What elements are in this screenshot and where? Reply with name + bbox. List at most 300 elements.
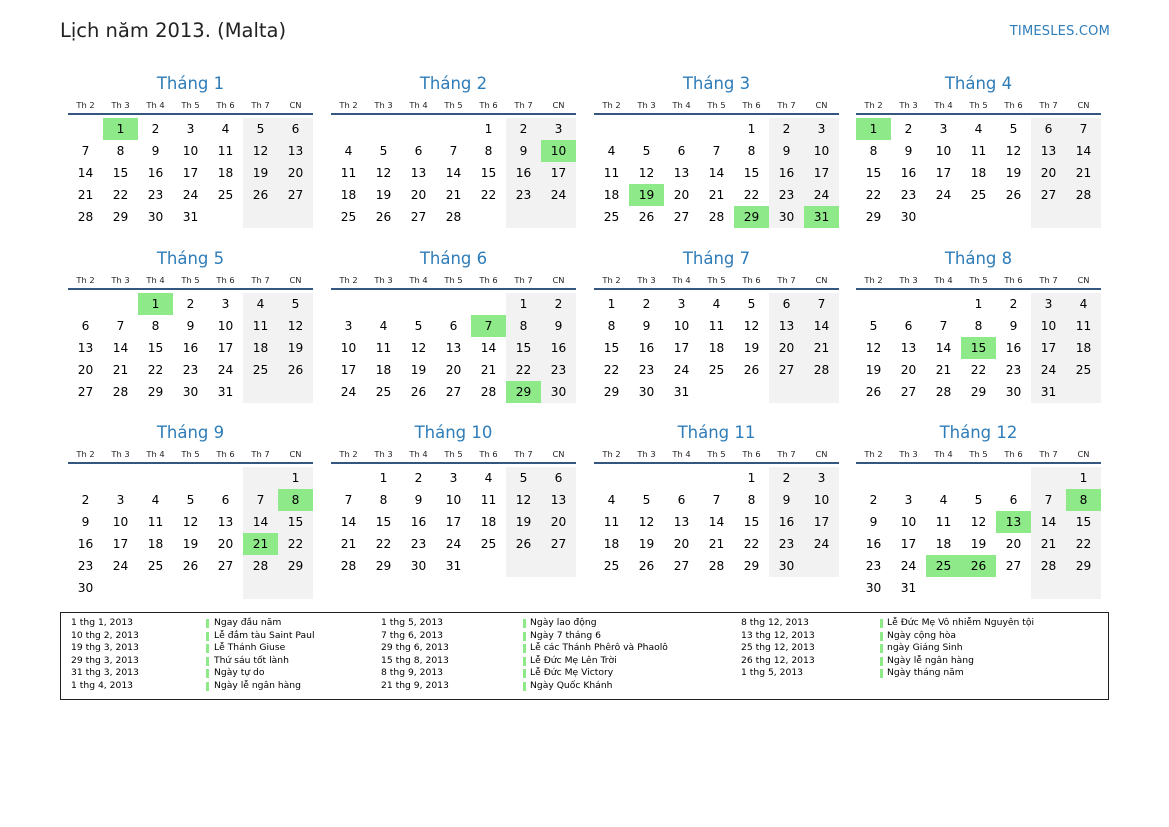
holiday-day-cell[interactable]: 8 [278, 489, 313, 511]
day-cell[interactable]: 23 [77, 559, 94, 573]
day-cell[interactable]: 13 [673, 515, 690, 529]
day-cell[interactable]: 28 [935, 385, 952, 399]
day-cell[interactable]: 31 [217, 385, 234, 399]
day-cell[interactable]: 21 [813, 341, 830, 355]
day-cell[interactable]: 10 [900, 515, 917, 529]
day-cell[interactable]: 20 [900, 363, 917, 377]
day-cell[interactable]: 9 [186, 319, 195, 333]
day-cell[interactable]: 19 [865, 363, 882, 377]
day-cell[interactable]: 31 [900, 581, 917, 595]
day-cell[interactable]: 3 [904, 493, 913, 507]
day-cell[interactable]: 23 [1005, 363, 1022, 377]
day-cell[interactable]: 29 [970, 385, 987, 399]
day-cell[interactable]: 26 [638, 559, 655, 573]
day-cell[interactable]: 1 [607, 297, 616, 311]
day-cell[interactable]: 29 [112, 210, 129, 224]
day-cell[interactable]: 23 [778, 188, 795, 202]
day-cell[interactable]: 19 [638, 537, 655, 551]
day-cell[interactable]: 29 [1075, 559, 1092, 573]
day-cell[interactable]: 20 [1040, 166, 1057, 180]
day-cell[interactable]: 15 [147, 341, 164, 355]
day-cell[interactable]: 24 [900, 559, 917, 573]
day-cell[interactable]: 18 [708, 341, 725, 355]
day-cell[interactable]: 2 [151, 122, 160, 136]
day-cell[interactable]: 9 [151, 144, 160, 158]
day-cell[interactable]: 8 [484, 144, 493, 158]
day-cell[interactable]: 9 [519, 144, 528, 158]
holiday-day-cell[interactable]: 25 [926, 555, 961, 577]
day-cell[interactable]: 22 [112, 188, 129, 202]
day-cell[interactable]: 27 [1005, 559, 1022, 573]
day-cell[interactable]: 14 [445, 166, 462, 180]
day-cell[interactable]: 6 [1009, 493, 1018, 507]
day-cell[interactable]: 24 [182, 188, 199, 202]
day-cell[interactable]: 2 [519, 122, 528, 136]
day-cell[interactable]: 12 [410, 341, 427, 355]
holiday-day-cell[interactable]: 29 [506, 381, 541, 403]
day-cell[interactable]: 21 [112, 363, 129, 377]
day-cell[interactable]: 29 [147, 385, 164, 399]
day-cell[interactable]: 3 [1044, 297, 1053, 311]
holiday-day-cell[interactable]: 1 [103, 118, 138, 140]
day-cell[interactable]: 7 [1079, 122, 1088, 136]
day-cell[interactable]: 3 [677, 297, 686, 311]
day-cell[interactable]: 6 [677, 493, 686, 507]
day-cell[interactable]: 19 [182, 537, 199, 551]
day-cell[interactable]: 20 [673, 188, 690, 202]
day-cell[interactable]: 9 [414, 493, 423, 507]
day-cell[interactable]: 23 [900, 188, 917, 202]
day-cell[interactable]: 30 [550, 385, 567, 399]
day-cell[interactable]: 30 [182, 385, 199, 399]
day-cell[interactable]: 1 [747, 471, 756, 485]
day-cell[interactable]: 30 [410, 559, 427, 573]
day-cell[interactable]: 9 [869, 515, 878, 529]
day-cell[interactable]: 12 [375, 166, 392, 180]
day-cell[interactable]: 25 [708, 363, 725, 377]
day-cell[interactable]: 27 [673, 559, 690, 573]
day-cell[interactable]: 22 [287, 537, 304, 551]
day-cell[interactable]: 2 [554, 297, 563, 311]
day-cell[interactable]: 14 [708, 166, 725, 180]
day-cell[interactable]: 5 [747, 297, 756, 311]
day-cell[interactable]: 25 [217, 188, 234, 202]
day-cell[interactable]: 22 [375, 537, 392, 551]
day-cell[interactable]: 14 [480, 341, 497, 355]
day-cell[interactable]: 24 [935, 188, 952, 202]
day-cell[interactable]: 26 [743, 363, 760, 377]
day-cell[interactable]: 26 [252, 188, 269, 202]
day-cell[interactable]: 16 [638, 341, 655, 355]
day-cell[interactable]: 27 [445, 385, 462, 399]
day-cell[interactable]: 27 [900, 385, 917, 399]
day-cell[interactable]: 3 [554, 122, 563, 136]
day-cell[interactable]: 22 [970, 363, 987, 377]
day-cell[interactable]: 17 [112, 537, 129, 551]
day-cell[interactable]: 10 [217, 319, 234, 333]
day-cell[interactable]: 10 [112, 515, 129, 529]
day-cell[interactable]: 13 [445, 341, 462, 355]
day-cell[interactable]: 3 [186, 122, 195, 136]
day-cell[interactable]: 14 [1075, 144, 1092, 158]
day-cell[interactable]: 1 [519, 297, 528, 311]
day-cell[interactable]: 26 [287, 363, 304, 377]
day-cell[interactable]: 19 [743, 341, 760, 355]
day-cell[interactable]: 18 [1075, 341, 1092, 355]
day-cell[interactable]: 12 [865, 341, 882, 355]
day-cell[interactable]: 15 [112, 166, 129, 180]
day-cell[interactable]: 19 [287, 341, 304, 355]
day-cell[interactable]: 18 [375, 363, 392, 377]
day-cell[interactable]: 11 [935, 515, 952, 529]
holiday-day-cell[interactable]: 29 [734, 206, 769, 228]
day-cell[interactable]: 24 [673, 363, 690, 377]
holiday-day-cell[interactable]: 8 [1066, 489, 1101, 511]
day-cell[interactable]: 20 [1005, 537, 1022, 551]
day-cell[interactable]: 21 [340, 537, 357, 551]
day-cell[interactable]: 17 [445, 515, 462, 529]
day-cell[interactable]: 6 [291, 122, 300, 136]
site-link[interactable]: TIMESLES.COM [1009, 24, 1110, 39]
day-cell[interactable]: 10 [1040, 319, 1057, 333]
day-cell[interactable]: 20 [217, 537, 234, 551]
day-cell[interactable]: 14 [340, 515, 357, 529]
day-cell[interactable]: 30 [778, 559, 795, 573]
day-cell[interactable]: 18 [480, 515, 497, 529]
day-cell[interactable]: 17 [182, 166, 199, 180]
day-cell[interactable]: 22 [147, 363, 164, 377]
day-cell[interactable]: 11 [217, 144, 234, 158]
day-cell[interactable]: 10 [673, 319, 690, 333]
day-cell[interactable]: 19 [252, 166, 269, 180]
day-cell[interactable]: 20 [673, 537, 690, 551]
day-cell[interactable]: 10 [813, 144, 830, 158]
day-cell[interactable]: 25 [147, 559, 164, 573]
day-cell[interactable]: 28 [252, 559, 269, 573]
day-cell[interactable]: 13 [217, 515, 234, 529]
day-cell[interactable]: 28 [813, 363, 830, 377]
day-cell[interactable]: 13 [77, 341, 94, 355]
day-cell[interactable]: 25 [970, 188, 987, 202]
holiday-day-cell[interactable]: 31 [804, 206, 839, 228]
day-cell[interactable]: 2 [414, 471, 423, 485]
day-cell[interactable]: 30 [778, 210, 795, 224]
day-cell[interactable]: 29 [287, 559, 304, 573]
day-cell[interactable]: 12 [638, 166, 655, 180]
day-cell[interactable]: 23 [182, 363, 199, 377]
day-cell[interactable]: 27 [410, 210, 427, 224]
day-cell[interactable]: 2 [186, 297, 195, 311]
day-cell[interactable]: 3 [449, 471, 458, 485]
day-cell[interactable]: 13 [900, 341, 917, 355]
day-cell[interactable]: 12 [1005, 144, 1022, 158]
day-cell[interactable]: 8 [747, 144, 756, 158]
day-cell[interactable]: 22 [603, 363, 620, 377]
day-cell[interactable]: 8 [869, 144, 878, 158]
day-cell[interactable]: 4 [151, 493, 160, 507]
day-cell[interactable]: 28 [340, 559, 357, 573]
day-cell[interactable]: 17 [900, 537, 917, 551]
day-cell[interactable]: 24 [445, 537, 462, 551]
day-cell[interactable]: 2 [1009, 297, 1018, 311]
day-cell[interactable]: 6 [554, 471, 563, 485]
day-cell[interactable]: 16 [900, 166, 917, 180]
day-cell[interactable]: 11 [252, 319, 269, 333]
day-cell[interactable]: 15 [375, 515, 392, 529]
day-cell[interactable]: 9 [554, 319, 563, 333]
day-cell[interactable]: 20 [778, 341, 795, 355]
day-cell[interactable]: 16 [515, 166, 532, 180]
day-cell[interactable]: 5 [974, 493, 983, 507]
day-cell[interactable]: 14 [112, 341, 129, 355]
day-cell[interactable]: 26 [410, 385, 427, 399]
day-cell[interactable]: 12 [182, 515, 199, 529]
day-cell[interactable]: 5 [519, 471, 528, 485]
day-cell[interactable]: 16 [778, 166, 795, 180]
day-cell[interactable]: 18 [340, 188, 357, 202]
day-cell[interactable]: 25 [1075, 363, 1092, 377]
day-cell[interactable]: 6 [677, 144, 686, 158]
day-cell[interactable]: 4 [484, 471, 493, 485]
day-cell[interactable]: 15 [865, 166, 882, 180]
day-cell[interactable]: 18 [603, 188, 620, 202]
day-cell[interactable]: 12 [287, 319, 304, 333]
day-cell[interactable]: 4 [1079, 297, 1088, 311]
day-cell[interactable]: 20 [445, 363, 462, 377]
day-cell[interactable]: 17 [813, 515, 830, 529]
day-cell[interactable]: 18 [252, 341, 269, 355]
day-cell[interactable]: 8 [379, 493, 388, 507]
day-cell[interactable]: 9 [782, 144, 791, 158]
day-cell[interactable]: 27 [77, 385, 94, 399]
day-cell[interactable]: 16 [182, 341, 199, 355]
holiday-day-cell[interactable]: 10 [541, 140, 576, 162]
day-cell[interactable]: 23 [515, 188, 532, 202]
day-cell[interactable]: 12 [743, 319, 760, 333]
day-cell[interactable]: 16 [865, 537, 882, 551]
day-cell[interactable]: 7 [712, 493, 721, 507]
day-cell[interactable]: 10 [813, 493, 830, 507]
day-cell[interactable]: 3 [116, 493, 125, 507]
day-cell[interactable]: 8 [747, 493, 756, 507]
day-cell[interactable]: 5 [642, 144, 651, 158]
day-cell[interactable]: 22 [865, 188, 882, 202]
day-cell[interactable]: 11 [340, 166, 357, 180]
day-cell[interactable]: 6 [221, 493, 230, 507]
day-cell[interactable]: 30 [865, 581, 882, 595]
day-cell[interactable]: 11 [375, 341, 392, 355]
day-cell[interactable]: 9 [1009, 319, 1018, 333]
day-cell[interactable]: 24 [813, 537, 830, 551]
day-cell[interactable]: 31 [445, 559, 462, 573]
day-cell[interactable]: 26 [515, 537, 532, 551]
day-cell[interactable]: 24 [340, 385, 357, 399]
day-cell[interactable]: 17 [550, 166, 567, 180]
day-cell[interactable]: 10 [445, 493, 462, 507]
day-cell[interactable]: 2 [904, 122, 913, 136]
day-cell[interactable]: 15 [287, 515, 304, 529]
day-cell[interactable]: 15 [743, 515, 760, 529]
day-cell[interactable]: 28 [708, 210, 725, 224]
day-cell[interactable]: 27 [673, 210, 690, 224]
day-cell[interactable]: 20 [410, 188, 427, 202]
day-cell[interactable]: 11 [147, 515, 164, 529]
day-cell[interactable]: 27 [778, 363, 795, 377]
day-cell[interactable]: 5 [291, 297, 300, 311]
day-cell[interactable]: 19 [1005, 166, 1022, 180]
day-cell[interactable]: 30 [147, 210, 164, 224]
day-cell[interactable]: 7 [1044, 493, 1053, 507]
day-cell[interactable]: 22 [480, 188, 497, 202]
day-cell[interactable]: 30 [77, 581, 94, 595]
day-cell[interactable]: 25 [480, 537, 497, 551]
day-cell[interactable]: 15 [603, 341, 620, 355]
day-cell[interactable]: 1 [974, 297, 983, 311]
day-cell[interactable]: 4 [974, 122, 983, 136]
day-cell[interactable]: 29 [743, 559, 760, 573]
day-cell[interactable]: 11 [603, 166, 620, 180]
day-cell[interactable]: 8 [151, 319, 160, 333]
day-cell[interactable]: 13 [550, 493, 567, 507]
day-cell[interactable]: 6 [449, 319, 458, 333]
day-cell[interactable]: 11 [1075, 319, 1092, 333]
day-cell[interactable]: 14 [708, 515, 725, 529]
day-cell[interactable]: 12 [970, 515, 987, 529]
day-cell[interactable]: 4 [712, 297, 721, 311]
day-cell[interactable]: 30 [638, 385, 655, 399]
day-cell[interactable]: 9 [642, 319, 651, 333]
day-cell[interactable]: 17 [935, 166, 952, 180]
day-cell[interactable]: 1 [1079, 471, 1088, 485]
day-cell[interactable]: 15 [515, 341, 532, 355]
day-cell[interactable]: 11 [603, 515, 620, 529]
day-cell[interactable]: 15 [743, 166, 760, 180]
day-cell[interactable]: 31 [673, 385, 690, 399]
day-cell[interactable]: 10 [340, 341, 357, 355]
day-cell[interactable]: 28 [77, 210, 94, 224]
day-cell[interactable]: 1 [291, 471, 300, 485]
day-cell[interactable]: 8 [116, 144, 125, 158]
day-cell[interactable]: 16 [778, 515, 795, 529]
day-cell[interactable]: 5 [256, 122, 265, 136]
day-cell[interactable]: 9 [81, 515, 90, 529]
day-cell[interactable]: 29 [603, 385, 620, 399]
day-cell[interactable]: 6 [782, 297, 791, 311]
day-cell[interactable]: 21 [1040, 537, 1057, 551]
day-cell[interactable]: 21 [935, 363, 952, 377]
day-cell[interactable]: 16 [1005, 341, 1022, 355]
day-cell[interactable]: 18 [147, 537, 164, 551]
day-cell[interactable]: 21 [480, 363, 497, 377]
day-cell[interactable]: 26 [375, 210, 392, 224]
day-cell[interactable]: 24 [112, 559, 129, 573]
day-cell[interactable]: 30 [900, 210, 917, 224]
day-cell[interactable]: 7 [449, 144, 458, 158]
day-cell[interactable]: 19 [410, 363, 427, 377]
day-cell[interactable]: 7 [344, 493, 353, 507]
day-cell[interactable]: 18 [603, 537, 620, 551]
day-cell[interactable]: 10 [935, 144, 952, 158]
day-cell[interactable]: 16 [410, 515, 427, 529]
day-cell[interactable]: 14 [1040, 515, 1057, 529]
day-cell[interactable]: 21 [708, 188, 725, 202]
day-cell[interactable]: 3 [817, 122, 826, 136]
day-cell[interactable]: 1 [747, 122, 756, 136]
day-cell[interactable]: 23 [410, 537, 427, 551]
day-cell[interactable]: 12 [638, 515, 655, 529]
day-cell[interactable]: 16 [77, 537, 94, 551]
day-cell[interactable]: 8 [607, 319, 616, 333]
day-cell[interactable]: 25 [375, 385, 392, 399]
day-cell[interactable]: 5 [1009, 122, 1018, 136]
day-cell[interactable]: 27 [217, 559, 234, 573]
day-cell[interactable]: 2 [81, 493, 90, 507]
day-cell[interactable]: 12 [515, 493, 532, 507]
day-cell[interactable]: 6 [414, 144, 423, 158]
day-cell[interactable]: 25 [340, 210, 357, 224]
day-cell[interactable]: 25 [603, 210, 620, 224]
day-cell[interactable]: 3 [939, 122, 948, 136]
day-cell[interactable]: 25 [252, 363, 269, 377]
holiday-day-cell[interactable]: 15 [961, 337, 996, 359]
day-cell[interactable]: 28 [1075, 188, 1092, 202]
day-cell[interactable]: 23 [550, 363, 567, 377]
day-cell[interactable]: 24 [1040, 363, 1057, 377]
day-cell[interactable]: 26 [1005, 188, 1022, 202]
day-cell[interactable]: 14 [935, 341, 952, 355]
day-cell[interactable]: 4 [256, 297, 265, 311]
day-cell[interactable]: 19 [375, 188, 392, 202]
day-cell[interactable]: 5 [414, 319, 423, 333]
day-cell[interactable]: 29 [865, 210, 882, 224]
day-cell[interactable]: 2 [869, 493, 878, 507]
day-cell[interactable]: 9 [782, 493, 791, 507]
day-cell[interactable]: 29 [375, 559, 392, 573]
holiday-day-cell[interactable]: 7 [471, 315, 506, 337]
day-cell[interactable]: 14 [813, 319, 830, 333]
day-cell[interactable]: 18 [935, 537, 952, 551]
day-cell[interactable]: 22 [743, 537, 760, 551]
day-cell[interactable]: 21 [77, 188, 94, 202]
day-cell[interactable]: 16 [147, 166, 164, 180]
day-cell[interactable]: 18 [970, 166, 987, 180]
day-cell[interactable]: 8 [519, 319, 528, 333]
day-cell[interactable]: 1 [484, 122, 493, 136]
day-cell[interactable]: 30 [1005, 385, 1022, 399]
day-cell[interactable]: 17 [340, 363, 357, 377]
day-cell[interactable]: 18 [217, 166, 234, 180]
day-cell[interactable]: 2 [782, 471, 791, 485]
day-cell[interactable]: 13 [410, 166, 427, 180]
day-cell[interactable]: 22 [515, 363, 532, 377]
day-cell[interactable]: 26 [182, 559, 199, 573]
day-cell[interactable]: 15 [480, 166, 497, 180]
day-cell[interactable]: 24 [813, 188, 830, 202]
day-cell[interactable]: 9 [904, 144, 913, 158]
day-cell[interactable]: 31 [182, 210, 199, 224]
day-cell[interactable]: 20 [77, 363, 94, 377]
holiday-day-cell[interactable]: 1 [138, 293, 173, 315]
day-cell[interactable]: 24 [550, 188, 567, 202]
day-cell[interactable]: 27 [550, 537, 567, 551]
day-cell[interactable]: 21 [1075, 166, 1092, 180]
day-cell[interactable]: 7 [256, 493, 265, 507]
day-cell[interactable]: 4 [379, 319, 388, 333]
day-cell[interactable]: 3 [221, 297, 230, 311]
day-cell[interactable]: 19 [970, 537, 987, 551]
day-cell[interactable]: 11 [708, 319, 725, 333]
holiday-day-cell[interactable]: 21 [243, 533, 278, 555]
